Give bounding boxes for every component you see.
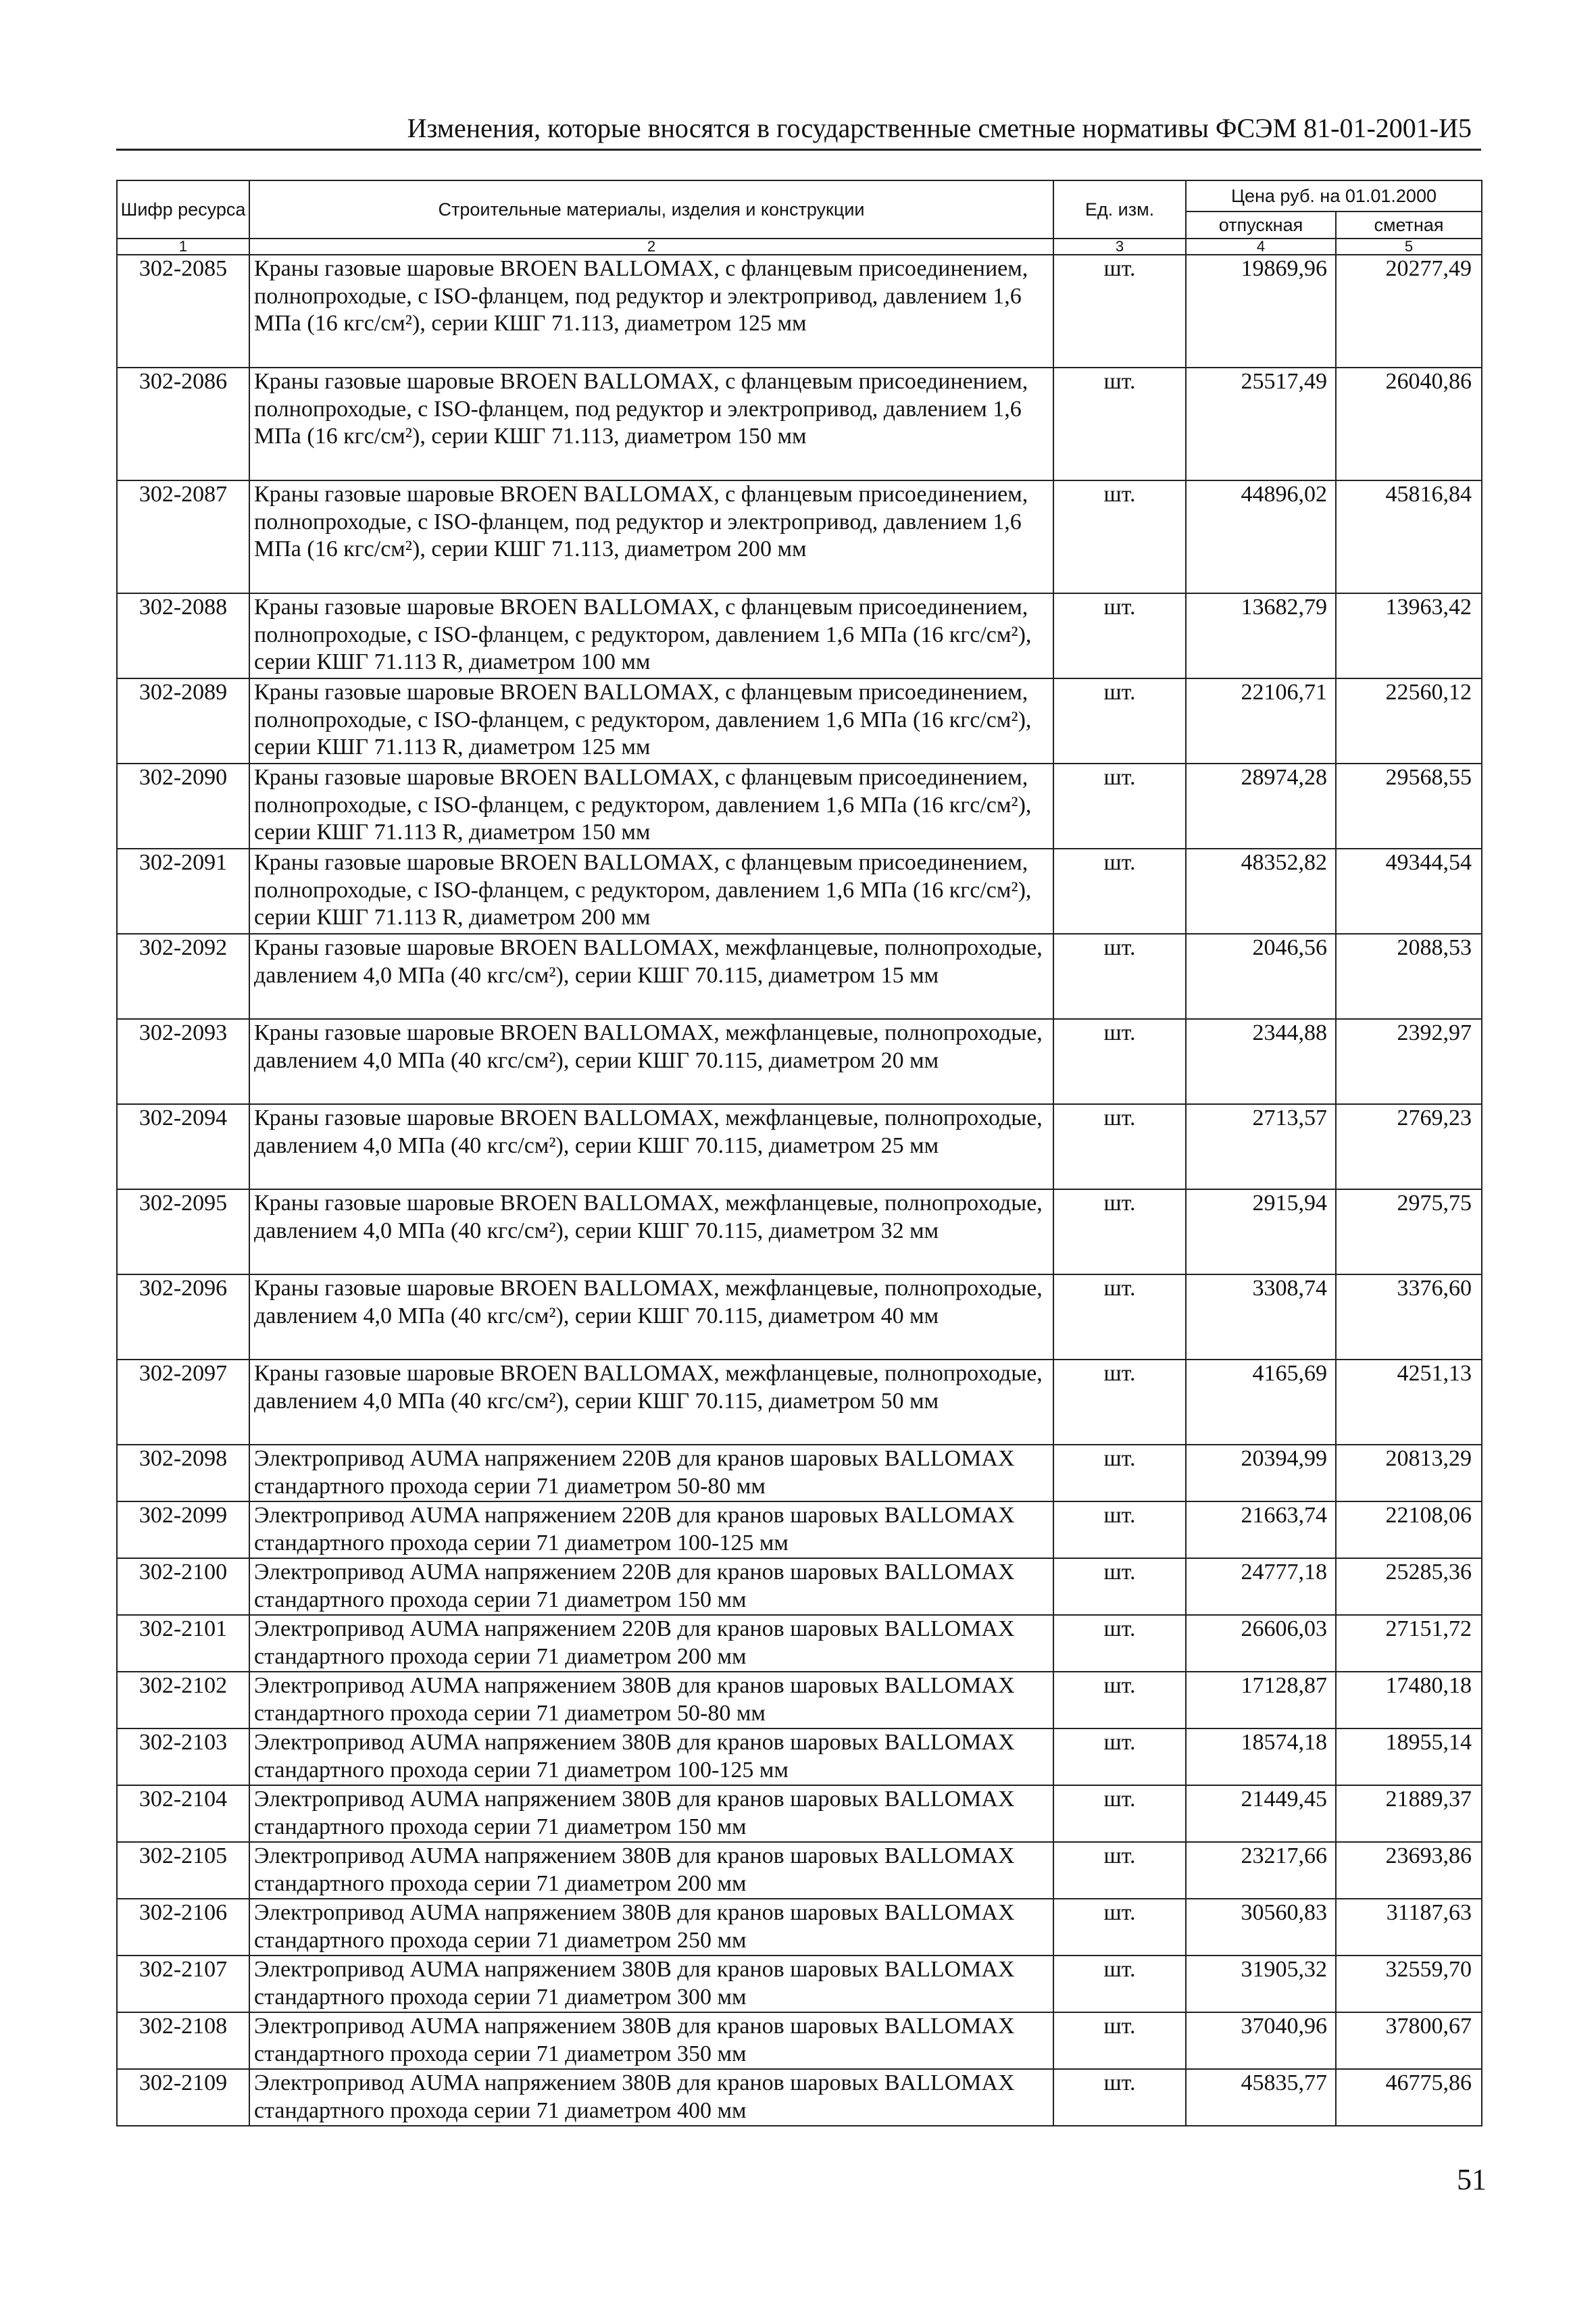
table-row [117, 1615, 1482, 1672]
cell-code: 302-2104 [117, 1785, 249, 1842]
table-row [117, 1274, 1482, 1360]
cell-name: Краны газовые шаровые BROEN BALLOMAX, с фланцевым присоединением, полнопроходые, с ISO-фланцем, под редуктор и электропривод, давлением 1,6 МПа (16 кгс/см²), серии КШГ 71.113, диаметром 125 мм [249, 255, 1053, 368]
header-unit: Ед. изм. [1053, 180, 1186, 239]
table-row [117, 1728, 1482, 1785]
cell-code: 302-2102 [117, 1672, 249, 1728]
cell-unit: шт. [1053, 480, 1186, 593]
cell-price-release: 17128,87 [1186, 1672, 1336, 1728]
cell-unit: шт. [1053, 1104, 1186, 1189]
cell-name: Электропривод AUMA напряжением 380В для кранов шаровых BALLOMAX стандартного прохода серии 71 диаметром 200 мм [249, 1842, 1053, 1899]
cell-price-release: 44896,02 [1186, 480, 1336, 593]
table-row [117, 1019, 1482, 1104]
cell-price-estimate: 26040,86 [1336, 368, 1482, 480]
table-row [117, 1189, 1482, 1274]
cell-price-estimate: 37800,67 [1336, 2012, 1482, 2069]
table-row [117, 1672, 1482, 1728]
cell-unit: шт. [1053, 2012, 1186, 2069]
table-row [117, 1842, 1482, 1899]
cell-price-estimate: 23693,86 [1336, 1842, 1482, 1899]
cell-unit: шт. [1053, 255, 1186, 368]
cell-unit: шт. [1053, 1558, 1186, 1615]
cell-unit: шт. [1053, 1956, 1186, 2012]
page-header-title: Изменения, которые вносятся в государственные сметные нормативы ФСЭМ 81-01-2001-И5 [116, 108, 1481, 151]
table-row [117, 480, 1482, 593]
cell-name: Электропривод AUMA напряжением 380В для кранов шаровых BALLOMAX стандартного прохода серии 71 диаметром 150 мм [249, 1785, 1053, 1842]
cell-code: 302-2109 [117, 2069, 249, 2126]
cell-price-release: 37040,96 [1186, 2012, 1336, 2069]
column-number: 1 [117, 239, 249, 255]
cell-price-release: 22106,71 [1186, 678, 1336, 764]
cell-price-estimate: 46775,86 [1336, 2069, 1482, 2126]
column-number: 4 [1186, 239, 1336, 255]
cell-price-estimate: 2088,53 [1336, 934, 1482, 1019]
table-row [117, 1360, 1482, 1445]
cell-price-estimate: 20277,49 [1336, 255, 1482, 368]
cell-name: Электропривод AUMA напряжением 380В для кранов шаровых BALLOMAX стандартного прохода серии 71 диаметром 350 мм [249, 2012, 1053, 2069]
cell-name: Электропривод AUMA напряжением 380В для кранов шаровых BALLOMAX стандартного прохода серии 71 диаметром 250 мм [249, 1899, 1053, 1956]
cell-name: Электропривод AUMA напряжением 220В для кранов шаровых BALLOMAX стандартного прохода серии 71 диаметром 100-125 мм [249, 1501, 1053, 1558]
cell-price-release: 20394,99 [1186, 1445, 1336, 1501]
table-body [117, 255, 1482, 2126]
cell-unit: шт. [1053, 368, 1186, 480]
cell-price-release: 24777,18 [1186, 1558, 1336, 1615]
cell-price-release: 3308,74 [1186, 1274, 1336, 1360]
cell-price-release: 2915,94 [1186, 1189, 1336, 1274]
cell-unit: шт. [1053, 934, 1186, 1019]
header-name: Строительные материалы, изделия и конструкции [249, 180, 1053, 239]
header-price-release: отпускная [1186, 211, 1336, 239]
cell-name: Электропривод AUMA напряжением 380В для кранов шаровых BALLOMAX стандартного прохода серии 71 диаметром 50-80 мм [249, 1672, 1053, 1728]
cell-price-release: 18574,18 [1186, 1728, 1336, 1785]
cell-code: 302-2085 [117, 255, 249, 368]
cell-unit: шт. [1053, 1501, 1186, 1558]
table-row [117, 593, 1482, 678]
column-number: 3 [1053, 239, 1186, 255]
cell-code: 302-2106 [117, 1899, 249, 1956]
cell-price-release: 28974,28 [1186, 764, 1336, 849]
cell-code: 302-2091 [117, 849, 249, 934]
cell-unit: шт. [1053, 1360, 1186, 1445]
cell-name: Краны газовые шаровые BROEN BALLOMAX, с фланцевым присоединением, полнопроходые, с ISO-фланцем, под редуктор и электропривод, давлением 1,6 МПа (16 кгс/см²), серии КШГ 71.113, диаметром 200 мм [249, 480, 1053, 593]
cell-name: Электропривод AUMA напряжением 220В для кранов шаровых BALLOMAX стандартного прохода серии 71 диаметром 150 мм [249, 1558, 1053, 1615]
cell-price-release: 23217,66 [1186, 1842, 1336, 1899]
cell-price-release: 25517,49 [1186, 368, 1336, 480]
cell-name: Краны газовые шаровые BROEN BALLOMAX, межфланцевые, полнопроходые, давлением 4,0 МПа (40 кгс/см²), серии КШГ 70.115, диаметром 15 мм [249, 934, 1053, 1019]
cell-code: 302-2094 [117, 1104, 249, 1189]
cell-name: Краны газовые шаровые BROEN BALLOMAX, межфланцевые, полнопроходые, давлением 4,0 МПа (40 кгс/см²), серии КШГ 70.115, диаметром 40 мм [249, 1274, 1053, 1360]
cell-price-estimate: 22108,06 [1336, 1501, 1482, 1558]
cell-price-release: 45835,77 [1186, 2069, 1336, 2126]
cell-price-estimate: 2392,97 [1336, 1019, 1482, 1104]
cell-code: 302-2086 [117, 368, 249, 480]
cell-unit: шт. [1053, 1785, 1186, 1842]
cell-name: Электропривод AUMA напряжением 220В для кранов шаровых BALLOMAX стандартного прохода серии 71 диаметром 50-80 мм [249, 1445, 1053, 1501]
cell-price-release: 4165,69 [1186, 1360, 1336, 1445]
cell-code: 302-2096 [117, 1274, 249, 1360]
cell-price-release: 2344,88 [1186, 1019, 1336, 1104]
cell-unit: шт. [1053, 1615, 1186, 1672]
cell-price-release: 30560,83 [1186, 1899, 1336, 1956]
cell-price-release: 21449,45 [1186, 1785, 1336, 1842]
cell-unit: шт. [1053, 1189, 1186, 1274]
table-row [117, 1785, 1482, 1842]
cell-unit: шт. [1053, 2069, 1186, 2126]
cell-name: Электропривод AUMA напряжением 380В для кранов шаровых BALLOMAX стандартного прохода серии 71 диаметром 400 мм [249, 2069, 1053, 2126]
cell-code: 302-2095 [117, 1189, 249, 1274]
cell-name: Электропривод AUMA напряжением 220В для кранов шаровых BALLOMAX стандартного прохода серии 71 диаметром 200 мм [249, 1615, 1053, 1672]
cell-unit: шт. [1053, 1728, 1186, 1785]
cell-unit: шт. [1053, 764, 1186, 849]
table-row [117, 2069, 1482, 2126]
cell-unit: шт. [1053, 1274, 1186, 1360]
page-number: 51 [1457, 2163, 1487, 2196]
header-price-group: Цена руб. на 01.01.2000 [1186, 180, 1482, 211]
table-row [117, 368, 1482, 480]
cell-name: Электропривод AUMA напряжением 380В для кранов шаровых BALLOMAX стандартного прохода серии 71 диаметром 300 мм [249, 1956, 1053, 2012]
cell-unit: шт. [1053, 849, 1186, 934]
cell-code: 302-2101 [117, 1615, 249, 1672]
cell-price-release: 48352,82 [1186, 849, 1336, 934]
cell-price-estimate: 17480,18 [1336, 1672, 1482, 1728]
cell-code: 302-2108 [117, 2012, 249, 2069]
cell-code: 302-2098 [117, 1445, 249, 1501]
cell-unit: шт. [1053, 1672, 1186, 1728]
cell-price-estimate: 4251,13 [1336, 1360, 1482, 1445]
cell-code: 302-2087 [117, 480, 249, 593]
cell-name: Краны газовые шаровые BROEN BALLOMAX, межфланцевые, полнопроходые, давлением 4,0 МПа (40 кгс/см²), серии КШГ 70.115, диаметром 50 мм [249, 1360, 1053, 1445]
table-row [117, 1899, 1482, 1956]
cell-name: Электропривод AUMA напряжением 380В для кранов шаровых BALLOMAX стандартного прохода серии 71 диаметром 100-125 мм [249, 1728, 1053, 1785]
table-row [117, 1558, 1482, 1615]
cell-unit: шт. [1053, 593, 1186, 678]
cell-price-estimate: 22560,12 [1336, 678, 1482, 764]
cell-price-estimate: 13963,42 [1336, 593, 1482, 678]
cell-price-estimate: 18955,14 [1336, 1728, 1482, 1785]
cell-price-release: 26606,03 [1186, 1615, 1336, 1672]
cell-price-estimate: 2975,75 [1336, 1189, 1482, 1274]
table-row [117, 255, 1482, 368]
table-row [117, 934, 1482, 1019]
cell-name: Краны газовые шаровые BROEN BALLOMAX, с фланцевым присоединением, полнопроходые, с ISO-фланцем, под редуктор и электропривод, давлением 1,6 МПа (16 кгс/см²), серии КШГ 71.113, диаметром 150 мм [249, 368, 1053, 480]
cell-price-estimate: 49344,54 [1336, 849, 1482, 934]
cell-unit: шт. [1053, 1445, 1186, 1501]
cell-code: 302-2100 [117, 1558, 249, 1615]
table-row [117, 678, 1482, 764]
cell-code: 302-2088 [117, 593, 249, 678]
cell-price-release: 21663,74 [1186, 1501, 1336, 1558]
cell-code: 302-2103 [117, 1728, 249, 1785]
cell-price-estimate: 25285,36 [1336, 1558, 1482, 1615]
cell-price-estimate: 2769,23 [1336, 1104, 1482, 1189]
cell-price-estimate: 32559,70 [1336, 1956, 1482, 2012]
header-price-estimate: сметная [1336, 211, 1482, 239]
header-code: Шифр ресурса [117, 180, 249, 239]
cell-code: 302-2097 [117, 1360, 249, 1445]
cell-code: 302-2107 [117, 1956, 249, 2012]
cell-unit: шт. [1053, 1842, 1186, 1899]
cell-code: 302-2089 [117, 678, 249, 764]
cell-price-release: 19869,96 [1186, 255, 1336, 368]
cell-unit: шт. [1053, 1019, 1186, 1104]
table-row [117, 1501, 1482, 1558]
table-row [117, 1104, 1482, 1189]
cell-code: 302-2099 [117, 1501, 249, 1558]
cell-price-release: 31905,32 [1186, 1956, 1336, 2012]
cell-unit: шт. [1053, 678, 1186, 764]
cell-code: 302-2093 [117, 1019, 249, 1104]
cell-unit: шт. [1053, 1899, 1186, 1956]
cell-name: Краны газовые шаровые BROEN BALLOMAX, с фланцевым присоединением, полнопроходые, с ISO-фланцем, с редуктором, давлением 1,6 МПа (16 кгс/см²), серии КШГ 71.113 R, диаметром 200 мм [249, 849, 1053, 934]
cell-price-estimate: 31187,63 [1336, 1899, 1482, 1956]
cell-price-estimate: 20813,29 [1336, 1445, 1482, 1501]
cell-name: Краны газовые шаровые BROEN BALLOMAX, межфланцевые, полнопроходые, давлением 4,0 МПа (40 кгс/см²), серии КШГ 70.115, диаметром 25 мм [249, 1104, 1053, 1189]
cell-code: 302-2090 [117, 764, 249, 849]
cell-price-release: 2713,57 [1186, 1104, 1336, 1189]
cell-code: 302-2105 [117, 1842, 249, 1899]
table-row [117, 849, 1482, 934]
price-table [116, 180, 1482, 2126]
cell-name: Краны газовые шаровые BROEN BALLOMAX, с фланцевым присоединением, полнопроходые, с ISO-фланцем, с редуктором, давлением 1,6 МПа (16 кгс/см²), серии КШГ 71.113 R, диаметром 125 мм [249, 678, 1053, 764]
cell-price-estimate: 21889,37 [1336, 1785, 1482, 1842]
cell-price-estimate: 27151,72 [1336, 1615, 1482, 1672]
cell-price-release: 13682,79 [1186, 593, 1336, 678]
column-number: 2 [249, 239, 1053, 255]
cell-name: Краны газовые шаровые BROEN BALLOMAX, межфланцевые, полнопроходые, давлением 4,0 МПа (40 кгс/см²), серии КШГ 70.115, диаметром 20 мм [249, 1019, 1053, 1104]
table-row [117, 764, 1482, 849]
column-number: 5 [1336, 239, 1482, 255]
cell-name: Краны газовые шаровые BROEN BALLOMAX, с фланцевым присоединением, полнопроходые, с ISO-фланцем, с редуктором, давлением 1,6 МПа (16 кгс/см²), серии КШГ 71.113 R, диаметром 150 мм [249, 764, 1053, 849]
cell-price-estimate: 3376,60 [1336, 1274, 1482, 1360]
cell-code: 302-2092 [117, 934, 249, 1019]
table-row [117, 1956, 1482, 2012]
table-row [117, 2012, 1482, 2069]
cell-price-estimate: 45816,84 [1336, 480, 1482, 593]
cell-price-estimate: 29568,55 [1336, 764, 1482, 849]
table-row [117, 1445, 1482, 1501]
cell-price-release: 2046,56 [1186, 934, 1336, 1019]
cell-name: Краны газовые шаровые BROEN BALLOMAX, межфланцевые, полнопроходые, давлением 4,0 МПа (40 кгс/см²), серии КШГ 70.115, диаметром 32 мм [249, 1189, 1053, 1274]
cell-name: Краны газовые шаровые BROEN BALLOMAX, с фланцевым присоединением, полнопроходые, с ISO-фланцем, с редуктором, давлением 1,6 МПа (16 кгс/см²), серии КШГ 71.113 R, диаметром 100 мм [249, 593, 1053, 678]
